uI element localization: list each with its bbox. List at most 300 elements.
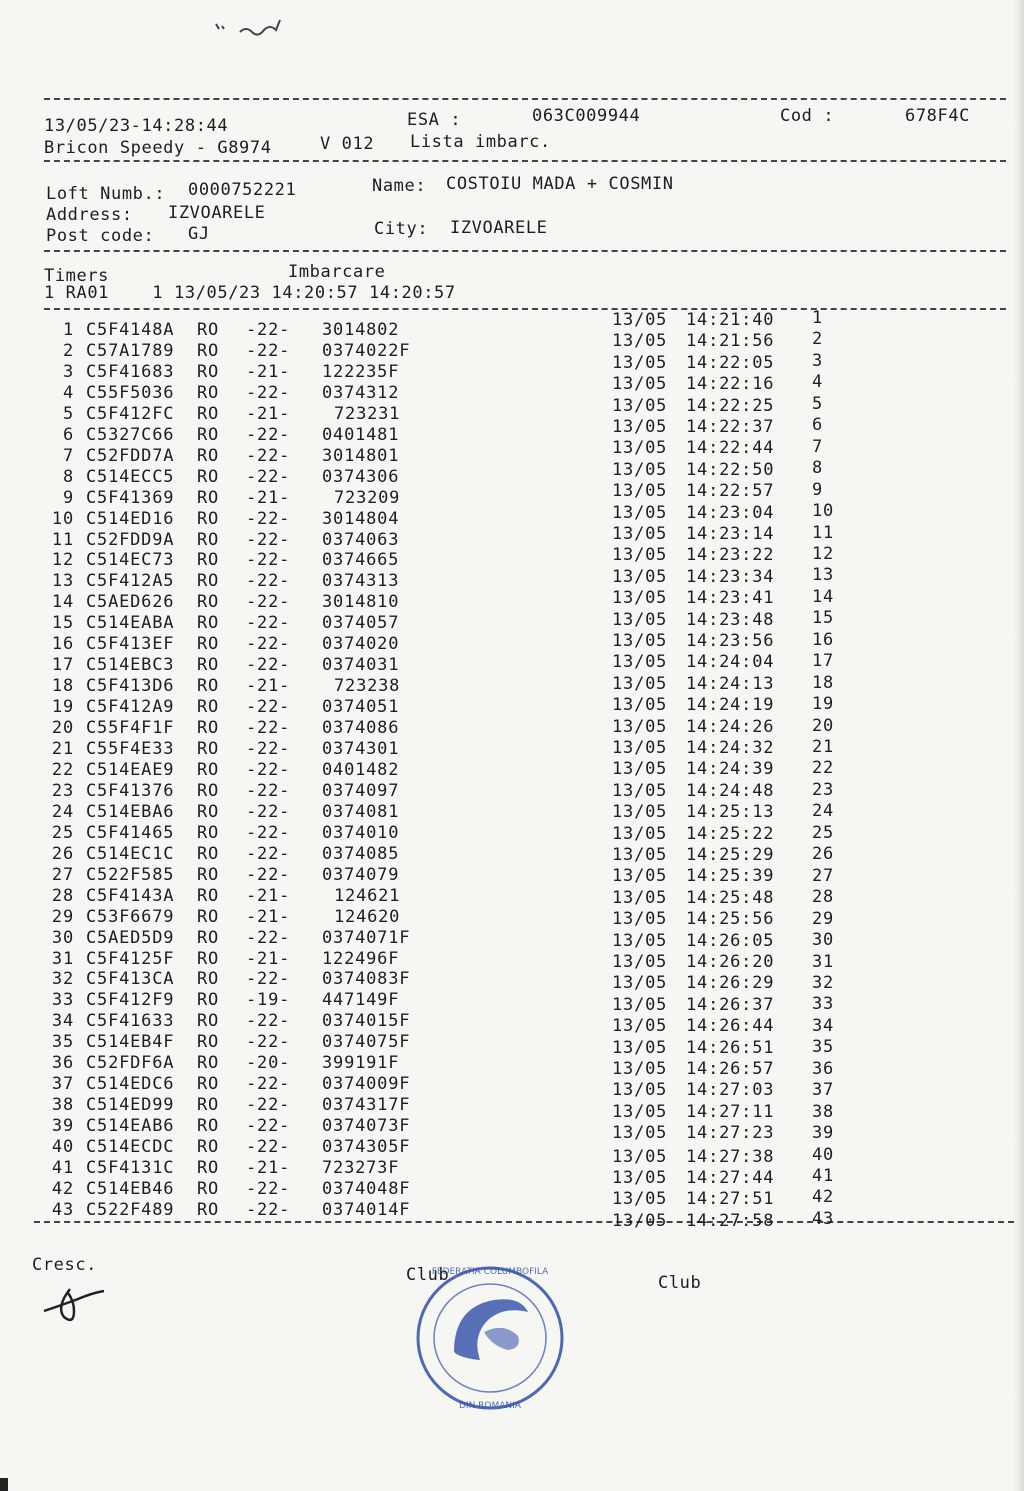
cell-yr: -22- xyxy=(246,340,291,361)
cell-n: 33 xyxy=(51,990,74,1011)
cell-time: 14:22:05 xyxy=(686,352,775,373)
cell-yr: -21- xyxy=(246,906,291,927)
cell-ord: 36 xyxy=(812,1058,835,1079)
cell-ring: C5F4125F xyxy=(86,948,175,969)
table-row xyxy=(0,565,1024,592)
cell-n: 32 xyxy=(51,969,74,990)
table-row xyxy=(0,629,1024,655)
cell-ord: 11 xyxy=(812,522,835,543)
cell-time: 14:23:34 xyxy=(686,566,775,587)
cell-time: 14:22:25 xyxy=(686,395,775,416)
cell-cc: RO xyxy=(197,676,220,697)
cell-cc: RO xyxy=(197,382,220,403)
club-stamp xyxy=(414,1262,570,1412)
cell-ord: 26 xyxy=(812,844,835,865)
cell-date: 13/05 xyxy=(612,1080,668,1101)
cod-value: 678F4C xyxy=(905,106,971,126)
cell-ring: C5F41633 xyxy=(86,1011,175,1032)
cell-ring: C5F412A9 xyxy=(86,697,175,718)
cell-cc: RO xyxy=(197,361,220,382)
cell-yr: -22- xyxy=(246,1199,291,1220)
cell-yr: -22- xyxy=(246,780,291,801)
club-label-right: Club xyxy=(658,1273,702,1293)
table-row xyxy=(0,949,1024,970)
loft-number: 0000752221 xyxy=(188,180,297,200)
cell-ord: 1 xyxy=(812,308,824,328)
cell-date: 13/05 xyxy=(612,652,668,673)
cell-yr: -22- xyxy=(246,320,291,340)
cell-n: 18 xyxy=(51,676,74,697)
cell-time: 14:24:19 xyxy=(686,695,775,716)
cell-ord: 6 xyxy=(812,415,824,436)
cell-num: 124621 xyxy=(334,885,401,906)
cell-num: 0374083F xyxy=(322,969,411,990)
cell-n: 14 xyxy=(51,592,74,613)
cell-date: 13/05 xyxy=(612,1059,668,1079)
cell-num: 0401481 xyxy=(322,424,400,445)
cell-num: 0374051 xyxy=(322,697,400,718)
cell-cc: RO xyxy=(197,1011,220,1032)
cell-date: 13/05 xyxy=(612,631,668,651)
cell-cc: RO xyxy=(197,655,220,676)
cell-n: 43 xyxy=(51,1199,74,1220)
cell-num: 723231 xyxy=(334,403,401,424)
cell-n: 11 xyxy=(51,529,74,550)
table-row xyxy=(0,844,1024,865)
cell-ring: C514EAE9 xyxy=(86,759,175,780)
table-row xyxy=(0,393,1024,425)
cell-yr: -22- xyxy=(246,1011,291,1032)
cell-n: 12 xyxy=(51,550,74,571)
cell-cc: RO xyxy=(197,697,220,718)
cell-time: 14:24:39 xyxy=(686,759,775,780)
cell-ord: 7 xyxy=(812,436,824,457)
cell-cc: RO xyxy=(197,990,220,1011)
cell-time: 14:26:57 xyxy=(686,1059,775,1079)
cell-date: 13/05 xyxy=(612,695,668,716)
cell-yr: -19- xyxy=(246,990,291,1011)
cell-cc: RO xyxy=(197,1137,220,1158)
cell-n: 36 xyxy=(51,1053,74,1074)
cell-ring: C5F413D6 xyxy=(86,676,175,697)
cell-time: 14:23:04 xyxy=(686,502,775,523)
table-row xyxy=(0,1074,1024,1101)
cell-num: 723238 xyxy=(334,676,401,697)
cell-yr: -22- xyxy=(246,592,291,613)
city-label: City: xyxy=(374,219,429,239)
cell-num: 122496F xyxy=(322,948,400,969)
table-row xyxy=(0,907,1024,928)
cell-num: 0374086 xyxy=(322,718,400,739)
cell-num: 723273F xyxy=(322,1158,400,1178)
name-label: Name: xyxy=(372,176,427,196)
cell-num: 0374020 xyxy=(322,634,400,655)
cell-cc: RO xyxy=(197,759,220,780)
cell-yr: -21- xyxy=(246,1158,291,1178)
corner-mark xyxy=(0,1478,8,1491)
cell-time: 14:23:22 xyxy=(686,545,775,566)
cell-num: 0374306 xyxy=(322,466,400,487)
cell-ord: 24 xyxy=(812,801,835,822)
cell-date: 13/05 xyxy=(612,310,668,330)
cell-date: 13/05 xyxy=(612,374,668,395)
cell-cc: RO xyxy=(197,529,220,550)
cell-time: 14:26:44 xyxy=(686,1016,775,1037)
cell-num: 447149F xyxy=(322,990,400,1011)
cell-ring: C522F585 xyxy=(86,864,175,885)
cell-ord: 19 xyxy=(812,694,835,715)
cell-n: 23 xyxy=(51,780,74,801)
table-row xyxy=(0,651,1024,676)
cell-time: 14:27:03 xyxy=(686,1080,775,1101)
handwritten-mark xyxy=(212,18,282,44)
cell-ord: 35 xyxy=(812,1037,835,1058)
cell-yr: -21- xyxy=(246,885,291,906)
cell-n: 28 xyxy=(51,885,74,906)
esa-value: 063C009944 xyxy=(532,106,641,126)
cell-yr: -22- xyxy=(246,927,291,948)
cell-ring: C5AED626 xyxy=(86,592,175,613)
cell-ring: C514EBC3 xyxy=(86,655,175,676)
cell-num: 0374063 xyxy=(322,529,400,550)
cell-cc: RO xyxy=(197,320,220,340)
cell-cc: RO xyxy=(197,801,220,822)
cell-n: 7 xyxy=(62,445,74,466)
cell-date: 13/05 xyxy=(612,673,668,694)
cell-cc: RO xyxy=(197,340,220,361)
table-row xyxy=(0,781,1024,802)
table-row xyxy=(0,308,1024,341)
cell-date: 13/05 xyxy=(612,1123,668,1144)
cell-n: 1 xyxy=(62,320,74,340)
cell-time: 14:25:48 xyxy=(686,887,775,908)
cell-yr: -22- xyxy=(246,843,291,864)
table-row xyxy=(0,522,1024,551)
cell-cc: RO xyxy=(197,1095,220,1116)
cresc-label: Cresc. xyxy=(32,1255,98,1275)
cell-time: 14:25:29 xyxy=(686,845,775,865)
cell-ring: C5AED5D9 xyxy=(86,927,175,948)
cell-num: 0374312 xyxy=(322,382,400,403)
cell-ring: C514ED16 xyxy=(86,508,175,529)
cell-ord: 13 xyxy=(812,565,835,586)
cell-ord: 2 xyxy=(812,329,824,350)
cell-yr: -20- xyxy=(246,1053,291,1074)
cell-time: 14:24:26 xyxy=(686,716,775,737)
table-row xyxy=(0,1032,1024,1058)
svg-text:FEDERATIA COLUMBOFILA: FEDERATIA COLUMBOFILA xyxy=(431,1267,549,1277)
cell-cc: RO xyxy=(197,508,220,529)
cell-ring: C5F41465 xyxy=(86,822,175,843)
cell-ring: C514EC73 xyxy=(86,550,175,571)
cell-time: 14:24:32 xyxy=(686,738,775,758)
cell-date: 13/05 xyxy=(612,1101,668,1122)
cell-yr: -22- xyxy=(246,466,291,487)
cell-n: 16 xyxy=(51,634,74,655)
cell-cc: RO xyxy=(197,634,220,655)
print-datetime: 13/05/23-14:28:44 xyxy=(44,116,229,136)
table-row xyxy=(0,1158,1024,1188)
table-row xyxy=(0,760,1024,781)
cell-date: 13/05 xyxy=(612,331,668,352)
cell-cc: RO xyxy=(197,550,220,571)
cell-cc: RO xyxy=(197,487,220,508)
cell-cc: RO xyxy=(197,613,220,634)
cell-num: 0374313 xyxy=(322,571,400,592)
cell-time: 14:21:56 xyxy=(686,331,775,352)
cell-num: 0374665 xyxy=(322,550,400,571)
cell-date: 13/05 xyxy=(612,823,668,844)
table-row xyxy=(0,969,1024,994)
cell-cc: RO xyxy=(197,948,220,969)
cell-yr: -22- xyxy=(246,864,291,885)
table-row xyxy=(0,372,1024,404)
cell-yr: -22- xyxy=(246,550,291,571)
cell-yr: -22- xyxy=(246,739,291,759)
cell-time: 14:26:51 xyxy=(686,1037,775,1058)
cell-ord: 25 xyxy=(812,822,835,843)
cell-n: 24 xyxy=(51,801,74,822)
cell-yr: -21- xyxy=(246,948,291,969)
cell-n: 31 xyxy=(51,948,74,969)
cell-num: 0374085 xyxy=(322,843,400,864)
cell-time: 14:22:37 xyxy=(686,417,775,437)
cell-num: 0374097 xyxy=(322,780,400,801)
version: V 012 xyxy=(320,134,375,154)
cell-date: 13/05 xyxy=(612,459,668,480)
cell-ord: 17 xyxy=(812,651,835,672)
cell-cc: RO xyxy=(197,1032,220,1053)
separator xyxy=(44,308,1006,310)
cell-ord: 5 xyxy=(812,393,824,414)
cell-n: 5 xyxy=(62,403,74,424)
table-row xyxy=(0,823,1024,844)
cell-n: 21 xyxy=(51,739,74,759)
cell-date: 13/05 xyxy=(612,738,668,758)
cell-num: 3014801 xyxy=(322,445,400,466)
cell-ring: C55F5036 xyxy=(86,382,175,403)
cell-num: 3014802 xyxy=(322,320,400,340)
cell-yr: -22- xyxy=(246,697,291,718)
cell-ring: C5F41369 xyxy=(86,487,175,508)
cell-yr: -21- xyxy=(246,403,291,424)
cell-num: 0374081 xyxy=(322,801,400,822)
cell-ring: C5F412A5 xyxy=(86,571,175,592)
cell-ord: 43 xyxy=(812,1208,835,1229)
cell-ord: 42 xyxy=(812,1187,835,1208)
cell-cc: RO xyxy=(197,1074,220,1095)
cell-n: 2 xyxy=(62,340,74,361)
cell-n: 20 xyxy=(51,718,74,739)
cell-ord: 30 xyxy=(812,930,835,951)
cell-ring: C5F4148A xyxy=(86,320,175,340)
table-row xyxy=(0,1053,1024,1079)
cell-date: 13/05 xyxy=(612,866,668,887)
cell-cc: RO xyxy=(197,885,220,906)
cell-time: 14:22:16 xyxy=(686,374,775,395)
cell-n: 27 xyxy=(51,864,74,885)
table-row xyxy=(0,694,1024,718)
club-label-left: Club xyxy=(406,1265,450,1285)
cell-time: 14:25:13 xyxy=(686,802,775,823)
cell-yr: -22- xyxy=(246,382,291,403)
cell-yr: -22- xyxy=(246,1032,291,1053)
cell-time: 14:24:48 xyxy=(686,780,775,801)
cell-ring: C514EC1C xyxy=(86,843,175,864)
table-row xyxy=(0,1011,1024,1037)
cell-ring: C514EBA6 xyxy=(86,801,175,822)
cell-n: 13 xyxy=(51,571,74,592)
separator xyxy=(44,250,1006,252)
address-label: Address: xyxy=(46,205,133,225)
cell-yr: -22- xyxy=(246,1116,291,1137)
cell-date: 13/05 xyxy=(612,802,668,823)
cell-yr: -22- xyxy=(246,571,291,592)
cell-n: 4 xyxy=(62,382,74,403)
cell-date: 13/05 xyxy=(612,909,668,930)
cell-cc: RO xyxy=(197,445,220,466)
cell-time: 14:25:22 xyxy=(686,823,775,844)
cell-ord: 32 xyxy=(812,972,835,993)
signature xyxy=(40,1285,110,1325)
cell-num: 0374009F xyxy=(322,1074,411,1095)
cell-ring: C53F6679 xyxy=(86,906,175,927)
separator xyxy=(44,160,1006,162)
cell-n: 9 xyxy=(62,487,74,508)
cell-ring: C5F413EF xyxy=(86,634,175,655)
cell-yr: -22- xyxy=(246,1137,291,1158)
post-code-value: GJ xyxy=(188,224,210,244)
cell-cc: RO xyxy=(197,780,220,801)
cell-ord: 40 xyxy=(812,1144,835,1165)
cell-cc: RO xyxy=(197,1158,220,1178)
table-row xyxy=(0,672,1024,697)
cell-n: 29 xyxy=(51,906,74,927)
cell-yr: -22- xyxy=(246,613,291,634)
cell-time: 14:23:14 xyxy=(686,524,775,544)
cell-date: 13/05 xyxy=(612,1146,668,1167)
table-row xyxy=(0,990,1024,1015)
cell-yr: -22- xyxy=(246,1074,291,1095)
cell-yr: -22- xyxy=(246,634,291,655)
cell-cc: RO xyxy=(197,864,220,885)
cell-cc: RO xyxy=(197,718,220,739)
cell-time: 14:22:50 xyxy=(686,459,775,480)
fancier-name: COSTOIU MADA + COSMIN xyxy=(446,174,674,194)
cell-n: 35 xyxy=(51,1032,74,1053)
cell-n: 15 xyxy=(51,613,74,634)
cell-num: 0374015F xyxy=(322,1011,411,1032)
cell-time: 14:27:44 xyxy=(686,1168,775,1188)
table-row xyxy=(0,479,1024,509)
cell-ord: 12 xyxy=(812,543,835,564)
cell-cc: RO xyxy=(197,739,220,759)
cell-ord: 3 xyxy=(812,350,824,371)
cell-ord: 15 xyxy=(812,608,835,629)
table-row xyxy=(0,586,1024,613)
cell-ord: 16 xyxy=(812,629,835,650)
esa-label: ESA : xyxy=(407,110,462,130)
cell-time: 14:24:13 xyxy=(686,673,775,694)
cell-date: 13/05 xyxy=(612,930,668,951)
cell-n: 26 xyxy=(51,843,74,864)
post-code-label: Post code: xyxy=(46,226,155,246)
cell-num: 399191F xyxy=(322,1053,400,1074)
cell-cc: RO xyxy=(197,906,220,927)
cell-num: 0374022F xyxy=(322,340,411,361)
cell-time: 14:26:29 xyxy=(686,973,775,994)
cell-cc: RO xyxy=(197,822,220,843)
cell-ord: 41 xyxy=(812,1166,835,1186)
cell-date: 13/05 xyxy=(612,588,668,609)
cell-ord: 8 xyxy=(812,458,824,479)
table-row xyxy=(0,1137,1024,1167)
cell-date: 13/05 xyxy=(612,1210,668,1231)
cell-ring: C514ECC5 xyxy=(86,466,175,487)
cell-cc: RO xyxy=(197,424,220,445)
table-row xyxy=(0,1095,1024,1122)
table-row xyxy=(0,458,1024,488)
cell-ord: 33 xyxy=(812,994,835,1015)
cell-time: 14:25:39 xyxy=(686,866,775,887)
timer-line: 1 RA01 1 13/05/23 14:20:57 14:20:57 xyxy=(44,283,456,303)
cell-n: 6 xyxy=(62,424,74,445)
cell-ord: 14 xyxy=(812,586,835,607)
cell-n: 40 xyxy=(51,1137,74,1158)
cell-ring: C5F41683 xyxy=(86,361,175,382)
cell-n: 38 xyxy=(51,1095,74,1116)
cell-n: 10 xyxy=(51,508,74,529)
cell-cc: RO xyxy=(197,969,220,990)
cell-ring: C5F4143A xyxy=(86,885,175,906)
cell-time: 14:25:56 xyxy=(686,909,775,930)
table-row xyxy=(0,501,1024,530)
table-row xyxy=(0,886,1024,907)
cell-num: 0374075F xyxy=(322,1032,411,1053)
cell-ord: 23 xyxy=(812,779,835,800)
cell-ring: C52FDF6A xyxy=(86,1053,175,1074)
table-row xyxy=(0,608,1024,634)
cell-time: 14:27:38 xyxy=(686,1146,775,1167)
cell-time: 14:21:40 xyxy=(686,310,775,330)
cell-num: 3014804 xyxy=(322,508,400,529)
separator xyxy=(34,1221,1014,1223)
cell-yr: -22- xyxy=(246,801,291,822)
cell-yr: -21- xyxy=(246,676,291,697)
cell-time: 14:26:37 xyxy=(686,994,775,1015)
cell-yr: -22- xyxy=(246,655,291,676)
cell-time: 14:24:04 xyxy=(686,652,775,673)
cell-time: 14:22:44 xyxy=(686,438,775,459)
cell-time: 14:27:51 xyxy=(686,1189,775,1210)
cell-n: 17 xyxy=(51,655,74,676)
cell-num: 122235F xyxy=(322,361,400,382)
cell-num: 0374071F xyxy=(322,927,411,948)
cell-ord: 21 xyxy=(812,737,835,757)
cell-date: 13/05 xyxy=(612,952,668,972)
club-name: Bricon Speedy - G8974 xyxy=(44,138,272,158)
table-row xyxy=(0,739,1024,760)
cell-time: 14:26:05 xyxy=(686,930,775,951)
table-row xyxy=(0,1116,1024,1144)
cell-date: 13/05 xyxy=(612,566,668,587)
cell-ring: C57A1789 xyxy=(86,340,175,361)
cell-time: 14:22:57 xyxy=(686,481,775,502)
cell-ring: C52FDD7A xyxy=(86,445,175,466)
cell-yr: -22- xyxy=(246,1178,291,1199)
cell-n: 39 xyxy=(51,1116,74,1137)
cell-n: 25 xyxy=(51,822,74,843)
